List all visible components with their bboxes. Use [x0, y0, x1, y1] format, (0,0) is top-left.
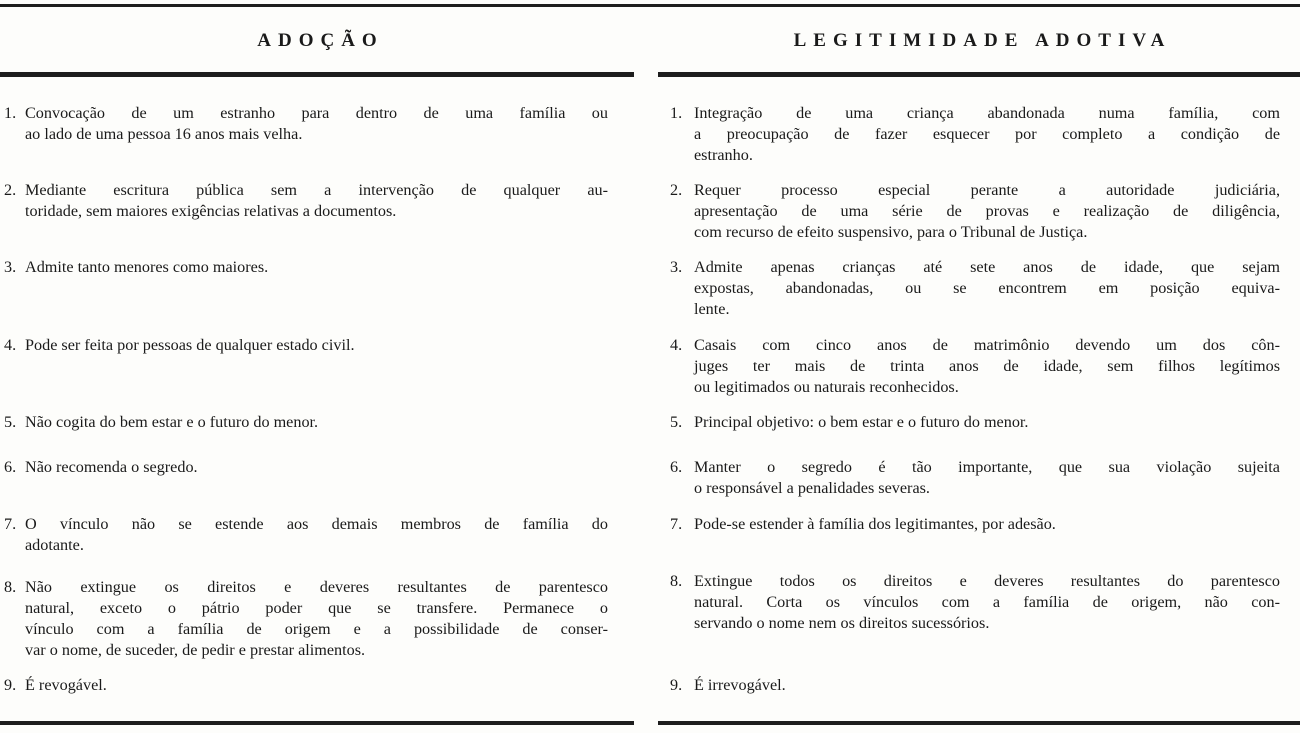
list-item-line: apresentação de uma série de provas e realização de diligência,: [694, 202, 1280, 220]
list-item: [4, 514, 608, 556]
list-item-text: [25, 180, 608, 222]
list-item-line: Manter o segredo é tão importante, que sua violação sujeita: [694, 458, 1280, 476]
list-item-line: juges ter mais de trinta anos de idade, sem filhos legítimos: [694, 357, 1280, 375]
list-item-line: Casais com cinco anos de matrimônio devendo um dos côn-: [694, 336, 1280, 354]
list-item-number: 2.: [670, 181, 683, 199]
top-border-rule: [0, 4, 1300, 7]
list-item-line: natural, exceto o pátrio poder que se transfere. Permanece o: [25, 599, 608, 617]
list-item: [4, 577, 608, 661]
list-item-number: 8.: [4, 578, 17, 596]
list-item: [4, 412, 608, 433]
list-item-line: É revogável.: [25, 676, 107, 694]
column-header-legitimidade-adotiva: LEGITIMIDADE ADOTIVA: [793, 30, 1172, 51]
list-item-line: Não extingue os direitos e deveres resultantes de parentesco: [25, 578, 608, 596]
list-item-number: 5.: [4, 413, 17, 431]
list-item-number: 4.: [670, 336, 683, 354]
list-item-text: [25, 412, 608, 433]
list-item-text: [25, 257, 608, 278]
list-item-line: Mediante escritura pública sem a intervenção de qualquer au-: [25, 181, 608, 199]
list-item-text: [694, 675, 1280, 696]
list-item-line: Não cogita do bem estar e o futuro do menor.: [25, 413, 319, 431]
list-item-line: adotante.: [25, 536, 84, 554]
list-item-line: Pode ser feita por pessoas de qualquer estado civil.: [25, 336, 355, 354]
list-item-text: [694, 335, 1280, 398]
list-item-line: Não recomenda o segredo.: [25, 458, 198, 476]
list-item-number: 3.: [4, 258, 17, 276]
list-item-text: [694, 571, 1280, 634]
list-item: [4, 180, 608, 222]
list-item: [670, 412, 1280, 433]
list-item-text: [25, 514, 608, 556]
list-item: [670, 457, 1280, 499]
list-item-text: [25, 675, 608, 696]
list-item-line: natural. Corta os vínculos com a família de origem, não con-: [694, 593, 1280, 611]
list-item-line: É irrevogável.: [694, 676, 786, 694]
list-item: [4, 257, 608, 278]
list-item-number: 6.: [670, 458, 683, 476]
bottom-border-rule-left: [0, 721, 634, 725]
list-item: [670, 103, 1280, 166]
list-item-line: ao lado de uma pessoa 16 anos mais velha.: [25, 125, 303, 143]
list-item-line: servando o nome nem os direitos sucessórios.: [694, 614, 990, 632]
list-item: [670, 335, 1280, 398]
list-item-text: [694, 457, 1280, 499]
list-item-line: Requer processo especial perante a autoridade judiciária,: [694, 181, 1280, 199]
list-item: [670, 675, 1280, 696]
list-item-number: 4.: [4, 336, 17, 354]
list-item-line: vínculo com a família de origem e a possibilidade de conser-: [25, 620, 608, 638]
list-item-line: o responsável a penalidades severas.: [694, 479, 930, 497]
list-item-number: 6.: [4, 458, 17, 476]
list-item-line: Extingue todos os direitos e deveres resultantes do parentesco: [694, 572, 1280, 590]
list-item: [4, 335, 608, 356]
list-item-line: a preocupação de fazer esquecer por completo a condição de: [694, 125, 1280, 143]
list-item-text: [694, 257, 1280, 320]
list-item: [4, 675, 608, 696]
column-legitimidade-adotiva: [670, 77, 1280, 717]
list-item: [4, 457, 608, 478]
list-item-number: 2.: [4, 181, 17, 199]
list-item: [670, 571, 1280, 634]
column-adocao: [4, 77, 608, 717]
list-item-text: [694, 412, 1280, 433]
list-item-line: expostas, abandonadas, ou se encontrem em posição equiva-: [694, 279, 1280, 297]
list-item: [670, 514, 1280, 535]
list-item-line: estranho.: [694, 146, 753, 164]
list-item-text: [694, 180, 1280, 243]
bottom-border-rule-right: [658, 721, 1300, 725]
list-item-line: Admite apenas crianças até sete anos de idade, que sejam: [694, 258, 1280, 276]
list-item-number: 8.: [670, 572, 683, 590]
list-item-number: 1.: [4, 104, 17, 122]
list-item-line: Admite tanto menores como maiores.: [25, 258, 269, 276]
list-item-text: [694, 103, 1280, 166]
list-item-number: 7.: [670, 515, 683, 533]
list-item-line: ou legitimados ou naturais reconhecidos.: [694, 378, 959, 396]
list-item-line: O vínculo não se estende aos demais membros de família do: [25, 515, 608, 533]
list-item-number: 3.: [670, 258, 683, 276]
list-item-number: 1.: [670, 104, 683, 122]
list-item-line: lente.: [694, 300, 730, 318]
list-item: [670, 257, 1280, 320]
list-item-text: [25, 577, 608, 661]
list-item-text: [25, 457, 608, 478]
list-item-line: Pode-se estender à família dos legitimantes, por adesão.: [694, 515, 1056, 533]
list-item-number: 9.: [4, 676, 17, 694]
list-item-number: 7.: [4, 515, 17, 533]
list-item-number: 9.: [670, 676, 683, 694]
column-header-adocao: ADOÇÃO: [257, 30, 384, 51]
list-item-line: Principal objetivo: o bem estar e o futuro do menor.: [694, 413, 1029, 431]
list-item-line: com recurso de efeito suspensivo, para o Tribunal de Justiça.: [694, 223, 1088, 241]
list-item-number: 5.: [670, 413, 683, 431]
list-item-line: Convocação de um estranho para dentro de uma família ou: [25, 104, 608, 122]
list-item-text: [25, 103, 608, 145]
list-item: [670, 180, 1280, 243]
list-item-line: toridade, sem maiores exigências relativas a documentos.: [25, 202, 397, 220]
list-item-line: Integração de uma criança abandonada numa família, com: [694, 104, 1280, 122]
list-item-text: [25, 335, 608, 356]
list-item-text: [694, 514, 1280, 535]
list-item-line: var o nome, de suceder, de pedir e prestar alimentos.: [25, 641, 366, 659]
list-item: [4, 103, 608, 145]
